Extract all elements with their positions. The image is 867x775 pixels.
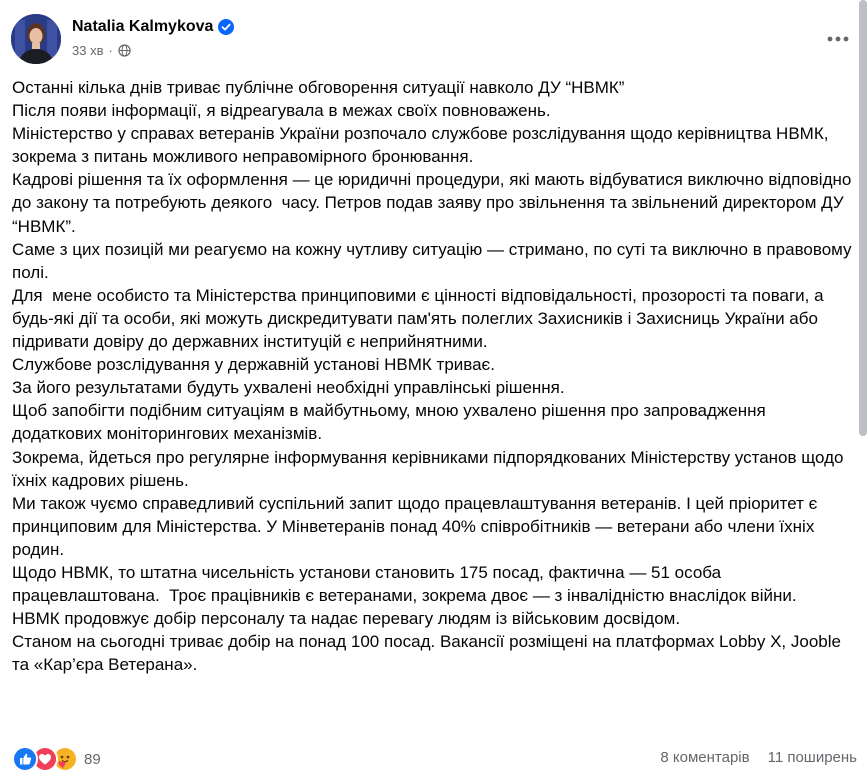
- shares-link[interactable]: 11 поширень: [767, 748, 857, 766]
- post-paragraph: Для мене особисто та Міністерства принциповими є цінності відповідальності, прозорості та поваги, а будь-які дії та особи, які можуть дискредитувати пам'ять полеглих Захисників і Захисниць України або підривати довіру до державних інституцій є неприйнятними.: [12, 285, 834, 352]
- engagement-stats: [660, 744, 857, 770]
- author-name[interactable]: Natalia Kalmykova: [72, 18, 214, 35]
- post-paragraph: За його результатами будуть ухвалені необхідні управлінські рішення.: [12, 378, 565, 398]
- more-options-icon: [827, 36, 849, 42]
- scrollbar-thumb[interactable]: [859, 0, 867, 436]
- post-paragraph: Останні кілька днів триває публічне обговорення ситуації навколо ДУ “НВМК”: [12, 78, 625, 97]
- post-paragraph: Щодо НВМК, то штатна чисельність установи становить 175 посад, фактична — 51 особа працевлаштована. Троє працівників є ветеранами, зокрема двоє — з інвалідністю внаслідок війни.: [12, 562, 797, 606]
- post-text: [12, 76, 857, 676]
- more-options-button[interactable]: [820, 24, 856, 54]
- post-paragraph: Саме з цих позицій ми реагуємо на кожну чутливу ситуацію — стримано, по суті та виключно в правовому полі.: [12, 239, 857, 282]
- post-paragraph: Міністерство у справах ветеранів України розпочало службове розслідування щодо керівництва НВМК, зокрема з питань можливого неправомірного бронювання.: [12, 124, 834, 167]
- post-header: [11, 12, 856, 66]
- author-row: [72, 16, 234, 38]
- post-paragraph: Станом на сьогодні триває добір на понад 100 посад. Вакансії розміщені на платформах Lobby X, Jooble та «Кар’єра Ветерана».: [12, 632, 846, 675]
- post-meta: [72, 41, 234, 59]
- post-paragraph: Кадрові рішення та їх оформлення — це юридичні процедури, які мають відбуватися виключно відповідно до закону та потребують деякого часу. Петров подав заяву про звільнення та звільнений директором ДУ “НВМК”.: [12, 170, 857, 236]
- post-paragraph: НВМК продовжує добір персоналу та надає перевагу людям із військовим досвідом.: [12, 609, 681, 629]
- post-paragraph: Щоб запобігти подібним ситуаціям в майбутньому, мною ухвалено рішення про запровадження додаткових моніторингових механізмів.: [12, 401, 771, 444]
- author-block: [72, 16, 234, 59]
- reaction-count: 89: [84, 750, 101, 768]
- post-footer: [12, 744, 857, 772]
- author-avatar[interactable]: [11, 14, 61, 64]
- verified-badge-icon: [218, 19, 234, 35]
- comments-link[interactable]: 8 коментарів: [660, 748, 750, 766]
- post-paragraph: Службове розслідування у державній установі НВМК триває.: [12, 355, 495, 375]
- avatar-image: [11, 14, 61, 64]
- post-paragraph: Після появи інформації, я відреагувала в межах своїх повноважень.: [12, 101, 551, 121]
- post-paragraph: Зокрема, йдеться про регулярне інформування керівниками підпорядкованих Міністерству установ щодо їхніх кадрових рішень.: [12, 447, 853, 490]
- globe-icon[interactable]: [118, 44, 131, 57]
- post-timestamp[interactable]: 33 хв: [72, 42, 104, 58]
- like-icon: [12, 746, 38, 772]
- reactions-summary[interactable]: [12, 746, 101, 772]
- post-paragraph: Ми також чуємо справедливий суспільний запит щодо працевлаштування ветеранів. І цей пріоритет є принциповим для Міністерства. У Мінветеранів понад 40% співробітників — ветерани або члени їхніх родин.: [12, 493, 823, 559]
- meta-separator: ·: [108, 42, 113, 58]
